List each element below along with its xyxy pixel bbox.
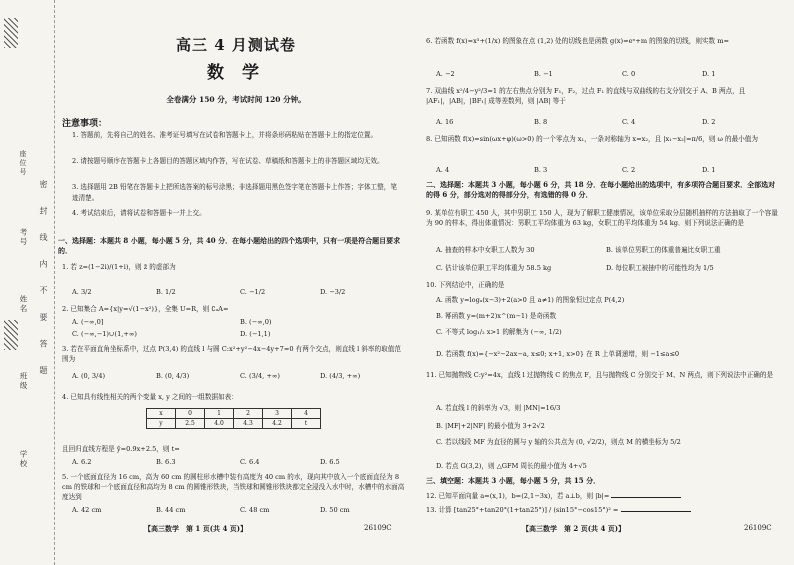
margin-label-school: 学校 <box>19 450 28 469</box>
table-cell: 2.5 <box>176 419 205 429</box>
table-cell: 3 <box>263 409 292 419</box>
question-6: 6. 若函数 f(x)=x³+(1/x) 的图象在点 (1,2) 处的切线也是函数 g(x)=eˣ+m 的图象的切线，则实数 m= <box>426 37 729 45</box>
q5-option-d: D. 50 cm <box>320 506 350 514</box>
q2-option-b: B. (−∞,0) <box>240 318 272 326</box>
score-line: 全卷满分 150 分，考试时间 120 分钟。 <box>166 95 306 104</box>
section-3-heading: 三、填空题：本题共 3 小题，每小题 5 分，共 15 分． <box>426 476 601 485</box>
q3-option-b: B. (0, 4/3) <box>156 372 190 380</box>
table-cell: 4.2 <box>263 419 292 429</box>
q4-option-c: C. 6.4 <box>240 458 260 466</box>
question-1: 1. 若 z=(1−2i)/(1+i)，则 z̄ 的虚部为 <box>62 263 176 271</box>
page-1 <box>58 0 414 565</box>
table-cell: 2 <box>234 409 263 419</box>
q5-option-a: A. 42 cm <box>72 506 102 514</box>
table-cell: t <box>292 419 321 429</box>
q8-option-a: A. 4 <box>436 166 450 174</box>
q8-option-b: B. 3 <box>534 166 548 174</box>
q3-option-c: C. (3/4, +∞) <box>240 372 280 380</box>
margin-hatch <box>4 18 18 48</box>
table-cell: 4.3 <box>234 419 263 429</box>
margin-seal-warning: 密 封 线 内 不 要 答 题 <box>39 180 48 382</box>
q1-option-b: B. 1/2 <box>156 288 176 296</box>
margin-hatch <box>4 320 18 350</box>
page-2-code: 26109C <box>744 524 772 532</box>
q2-option-d: D. (−1,1) <box>240 330 271 338</box>
q1-option-d: D. −3/2 <box>320 288 346 296</box>
notice-item: 3. 选择题用 2B 铅笔在答题卡上把所选答案的标号涂黑；非选择题用黑色签字笔在答题卡上作答；字体工整，笔迹清楚。 <box>72 183 397 202</box>
page-2 <box>426 0 786 565</box>
q2-option-a: A. (−∞,0] <box>72 318 104 326</box>
question-12 <box>426 490 780 501</box>
exam-title: 高三 4 月测试卷 <box>176 36 296 54</box>
q6-option-b: B. −1 <box>534 70 553 78</box>
answer-blank <box>611 490 681 498</box>
notice-item: 4. 考试结束后，请将试卷和答题卡一并上交。 <box>72 209 206 217</box>
q11-option-b: B. |MF|+2|NF| 的最小值为 3+2√2 <box>436 422 545 430</box>
question-10: 10. 下列结论中，正确的是 <box>426 281 505 289</box>
question-7: 7. 双曲线 x²/4−y²/3=1 的左右焦点分别为 F₁，F₂，过点 F₁ 的直线与双曲线的右支分别交于 A、B 两点，且 |AF₁|，|AB|，|BF₁| 成等差数列，则 |AB| 等于 <box>426 87 746 105</box>
table-cell: 4 <box>292 409 321 419</box>
q9-option-c: C. 估计该单位职工平均体重为 58.5 kg <box>436 264 552 272</box>
page-1-footer: 【高三数学 第 1 页(共 4 页)】 <box>144 524 248 533</box>
q7-option-a: A. 16 <box>436 118 454 126</box>
q9-option-a: A. 抽查的样本中女职工人数为 30 <box>436 246 535 254</box>
q11-option-a: A. 若直线 l 的斜率为 √3，则 |MN|=16/3 <box>436 404 561 412</box>
q4-option-d: D. 6.5 <box>320 458 340 466</box>
q6-option-c: C. 0 <box>622 70 636 78</box>
q8-option-c: C. 2 <box>622 166 636 174</box>
q11-option-c: C. 若以线段 MF 为直径的圆与 y 轴的公共点为 (0, √2/2)，则点 M 的横坐标为 5/2 <box>436 438 681 446</box>
q10-option-b: B. 幂函数 y=(m+2)x^(m−1) 是奇函数 <box>436 312 557 320</box>
page-2-footer: 【高三数学 第 2 页(共 4 页)】 <box>522 524 626 533</box>
q4-option-a: A. 6.2 <box>72 458 92 466</box>
q6-option-d: D. 1 <box>702 70 716 78</box>
table-row <box>147 409 321 419</box>
q10-option-d: D. 若函数 f(x)={−x²−2ax−a, x≤0; x+1, x>0} 在 R 上单调递增，则 −1≤a≤0 <box>436 350 680 358</box>
margin-label-class: 班级 <box>19 372 28 391</box>
question-8: 8. 已知函数 f(x)=sin(ωx+φ)(ω>0) 的一个零点为 x₁，一条对称轴为 x=x₂，且 |x₁−x₂|=π/6，则 ω 的最小值为 <box>426 135 758 143</box>
q3-option-d: D. (4/3, +∞) <box>320 372 361 380</box>
table-cell: 1 <box>205 409 234 419</box>
question-2: 2. 已知集合 A={x|y=√(1−x²)}，全集 U=R，则 ∁ᵤA= <box>62 305 229 313</box>
binding-margin <box>0 0 55 565</box>
q8-option-d: D. 1 <box>702 166 716 174</box>
q9-option-b: B. 该单位男职工的体重普遍比女职工重 <box>606 246 721 254</box>
margin-label-seat: 座位号 <box>19 150 27 177</box>
table-cell: x <box>147 409 176 419</box>
notice-item: 2. 请按题号顺序在答题卡上各题目的答题区域内作答，写在试卷、草稿纸和答题卡上的非答题区域均无效。 <box>72 157 384 165</box>
q1-option-a: A. 3/2 <box>72 288 92 296</box>
q5-option-b: B. 44 cm <box>156 506 186 514</box>
q7-option-d: D. 2 <box>702 118 716 126</box>
section-2-heading: 二、选择题：本题共 3 小题，每小题 6 分，共 18 分．在每小题给出的选项中，有多项符合题目要求．全部选对的得 6 分，部分选对的得部分分，有选错的得 0 分． <box>426 180 776 199</box>
q6-option-a: A. −2 <box>436 70 455 78</box>
q3-option-a: A. (0, 3/4) <box>72 372 106 380</box>
question-11: 11. 已知抛物线 C:y²=4x，直线 l 过抛物线 C 的焦点 F，且与抛物线 C 分别交于 M、N 两点，则下列说法中正确的是 <box>426 371 774 379</box>
q11-option-d: D. 若点 G(3,2)，则 △GFM 周长的最小值为 4+√5 <box>436 462 587 470</box>
q10-option-a: A. 函数 y=logₐ(x−3)+2(a>0 且 a≠1) 的图象恒过定点 P(4,2) <box>436 296 625 304</box>
question-9: 9. 某单位有职工 450 人，其中男职工 150 人，现为了解职工健康情况，该单位采取分层随机抽样的方法抽取了一个容量为 90 的样本，得出体重情况：男职工平均体重为 63 kg，女职工的平均体重为 54 kg．则下列说法正确的是 <box>426 209 778 227</box>
q7-option-b: B. 8 <box>534 118 548 126</box>
answer-blank <box>621 504 691 512</box>
question-4: 4. 已知具有线性相关的两个变量 x, y 之间的一组数据如表： <box>62 393 238 401</box>
margin-label-name: 姓名 <box>19 295 28 314</box>
q4-data-table <box>146 408 321 429</box>
page-1-code: 26109C <box>364 524 392 532</box>
q2-option-c: C. (−∞,−1)∪(1,+∞) <box>72 330 137 338</box>
q1-option-c: C. −1/2 <box>240 288 266 296</box>
notice-item: 1. 答题前，先将自己的姓名、准考证号填写在试卷和答题卡上，并将条形码粘贴在答题卡上的指定位置。 <box>72 131 378 139</box>
question-3: 3. 若在平面直角坐标系中，过点 P(3,4) 的直线 l 与圆 C:x²+y²−4x−4y+7=0 有两个交点，则直线 l 斜率的取值范围为 <box>62 345 401 363</box>
table-cell: 4.0 <box>205 419 234 429</box>
q9-option-d: D. 每位职工被抽中的可能性均为 1/5 <box>606 264 714 272</box>
table-cell: 0 <box>176 409 205 419</box>
question-13 <box>426 504 780 515</box>
notice-heading: 注意事项： <box>62 119 108 129</box>
question-4-cont: 且回归直线方程是 ŷ=0.9x+2.5，则 t= <box>62 445 180 453</box>
q5-option-c: C. 48 cm <box>240 506 270 514</box>
section-1-heading: 一、选择题：本题共 8 小题，每小题 5 分，共 40 分．在每小题给出的四个选项中，只有一项是符合题目要求的． <box>58 236 401 255</box>
margin-label-exam-number: 考号 <box>19 228 28 247</box>
q10-option-c: C. 不等式 log₁/₂ x>1 的解集为 (−∞, 1/2) <box>436 328 562 336</box>
question-12-text: 12. 已知平面向量 a=(x,1)，b=(2,1−3x)，若 a⊥b，则 |b|= <box>426 492 610 500</box>
exam-subject: 数 学 <box>207 63 265 83</box>
table-row <box>147 419 321 429</box>
question-5: 5. 一个底面直径为 16 cm，高为 60 cm 的圆柱形水槽中装有高度为 40 cm 的水，现向其中放入一个底面直径为 8 cm 的铁球和一个底面直径和高均为 8 cm 的圆锥形铁块，当铁球和圆锥形铁块都完全浸没入水中时，水槽中的水面高度达到 <box>62 473 405 501</box>
table-cell: y <box>147 419 176 429</box>
q7-option-c: C. 4 <box>622 118 636 126</box>
q4-option-b: B. 6.3 <box>156 458 176 466</box>
question-13-text: 13. 计算 [tan25°+tan20°(1+tan25°)] / (sin15°−cos15°)² = <box>426 506 619 514</box>
